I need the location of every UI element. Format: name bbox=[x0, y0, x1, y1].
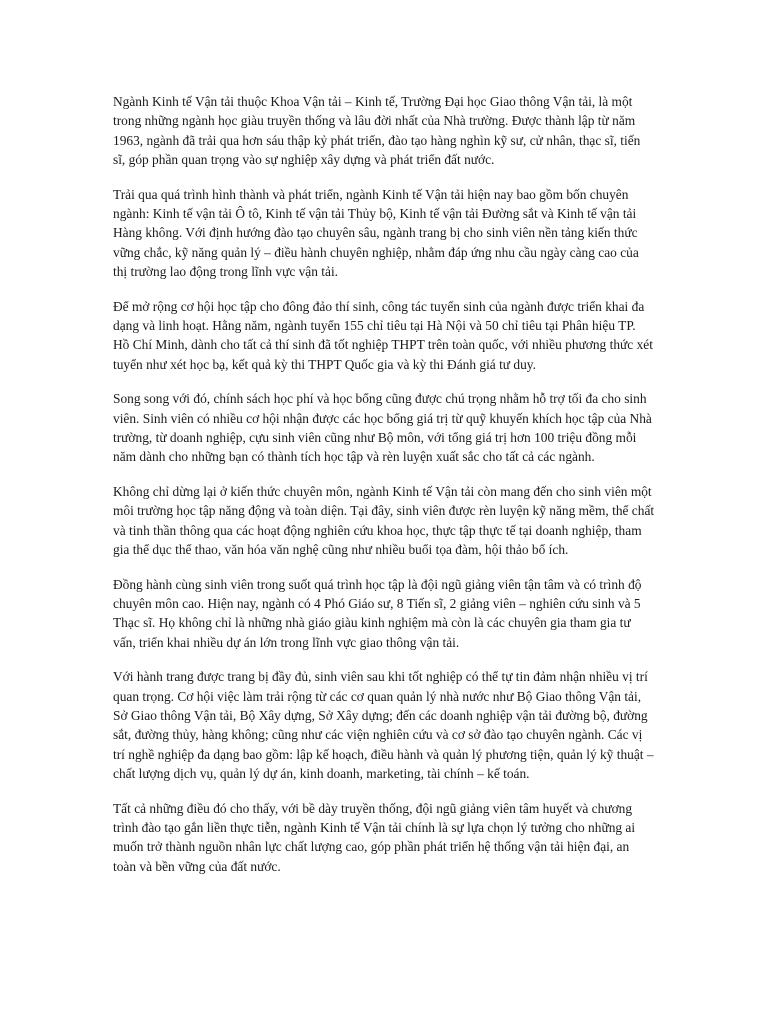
paragraph-2: Trải qua quá trình hình thành và phát triển, ngành Kinh tế Vận tải hiện nay bao gồm bốn chuyên ngành: Kinh tế vận tải Ô tô, Kinh tế vận tải Thủy bộ, Kinh tế vận tải Đường sắt và Kinh tế vận tải Hàng không. Với định hướng đào tạo chuyên sâu, ngành trang bị cho sinh viên nền tảng kiến thức vững chắc, kỹ năng quản lý – điều hành chuyên nghiệp, nhằm đáp ứng nhu cầu ngày càng cao của thị trường lao động trong lĩnh vực vận tải. bbox=[113, 186, 639, 279]
paragraph-7: Với hành trang được trang bị đầy đủ, sinh viên sau khi tốt nghiệp có thể tự tin đảm nhận nhiều vị trí quan trọng. Cơ hội việc làm trải rộng từ các cơ quan quản lý nhà nước như Bộ Giao thông Vận tải, Sở Giao thông Vận tải, Bộ Xây dựng, Sở Xây dựng; đến các doanh nghiệp vận tải đường bộ, đường sắt, đường thủy, hàng không; cũng như các viện nghiên cứu và cơ sở đào tạo chuyên ngành. Các vị trí nghề nghiệp đa dạng bao gồm: lập kế hoạch, điều hành và quản lý phương tiện, quản lý kỹ thuật – chất lượng dịch vụ, quản lý dự án, kinh doanh, marketing, tài chính – kế toán. bbox=[113, 669, 654, 781]
paragraph-6: Đồng hành cùng sinh viên trong suốt quá trình học tập là đội ngũ giảng viên tận tâm và có trình độ chuyên môn cao. Hiện nay, ngành có 4 Phó Giáo sư, 8 Tiến sĩ, 2 giảng viên – nghiên cứu sinh và 5 Thạc sĩ. Họ không chỉ là những nhà giáo giàu kinh nghiệm mà còn là các chuyên gia tham gia tư vấn, triển khai nhiều dự án lớn trong lĩnh vực giao thông vận tải. bbox=[113, 576, 642, 650]
document-body bbox=[113, 92, 655, 891]
paragraph-3: Để mở rộng cơ hội học tập cho đông đảo thí sinh, công tác tuyển sinh của ngành được triển khai đa dạng và linh hoạt. Hằng năm, ngành tuyển 155 chỉ tiêu tại Hà Nội và 50 chỉ tiêu tại Phân hiệu TP. Hồ Chí Minh, dành cho tất cả thí sinh đã tốt nghiệp THPT trên toàn quốc, với nhiều phương thức xét tuyển như xét học bạ, kết quả kỳ thi THPT Quốc gia và kỳ thi Đánh giá tư duy. bbox=[113, 298, 653, 372]
paragraph-5: Không chỉ dừng lại ở kiến thức chuyên môn, ngành Kinh tế Vận tải còn mang đến cho sinh viên một môi trường học tập năng động và toàn diện. Tại đây, sinh viên được rèn luyện kỹ năng mềm, thể chất và tinh thần thông qua các hoạt động nghiên cứu khoa học, thực tập thực tế tại doanh nghiệp, tham gia thể dục thể thao, văn hóa văn nghệ cũng như nhiều buổi tọa đàm, hội thảo bổ ích. bbox=[113, 484, 655, 557]
paragraph-1: Ngành Kinh tế Vận tải thuộc Khoa Vận tải – Kinh tế, Trường Đại học Giao thông Vận tải, là một trong những ngành học giàu truyền thống và lâu đời nhất của Nhà trường. Được thành lập từ năm 1963, ngành đã trải qua hơn sáu thập kỷ phát triển, đào tạo hàng nghìn kỹ sư, cử nhân, thạc sĩ, tiến sĩ, góp phần quan trọng vào sự nghiệp xây dựng và phát triển đất nước. bbox=[113, 94, 641, 167]
paragraph-8: Tất cả những điều đó cho thấy, với bề dày truyền thống, đội ngũ giảng viên tâm huyết và chương trình đào tạo gắn liền thực tiễn, ngành Kinh tế Vận tải chính là sự lựa chọn lý tưởng cho những ai muốn trở thành nguồn nhân lực chất lượng cao, góp phần phát triển hệ thống vận tải hiện đại, an toàn và bền vững của đất nước. bbox=[113, 800, 636, 874]
paragraph-4: Song song với đó, chính sách học phí và học bổng cũng được chú trọng nhằm hỗ trợ tối đa cho sinh viên. Sinh viên có nhiều cơ hội nhận được các học bổng giá trị từ quỹ khuyến khích học tập của Nhà trường, từ doanh nghiệp, cựu sinh viên cũng như Bộ môn, với tổng giá trị hơn 100 triệu đồng mỗi năm dành cho những bạn có thành tích học tập và rèn luyện xuất sắc cho tất cả các ngành. bbox=[113, 391, 652, 465]
